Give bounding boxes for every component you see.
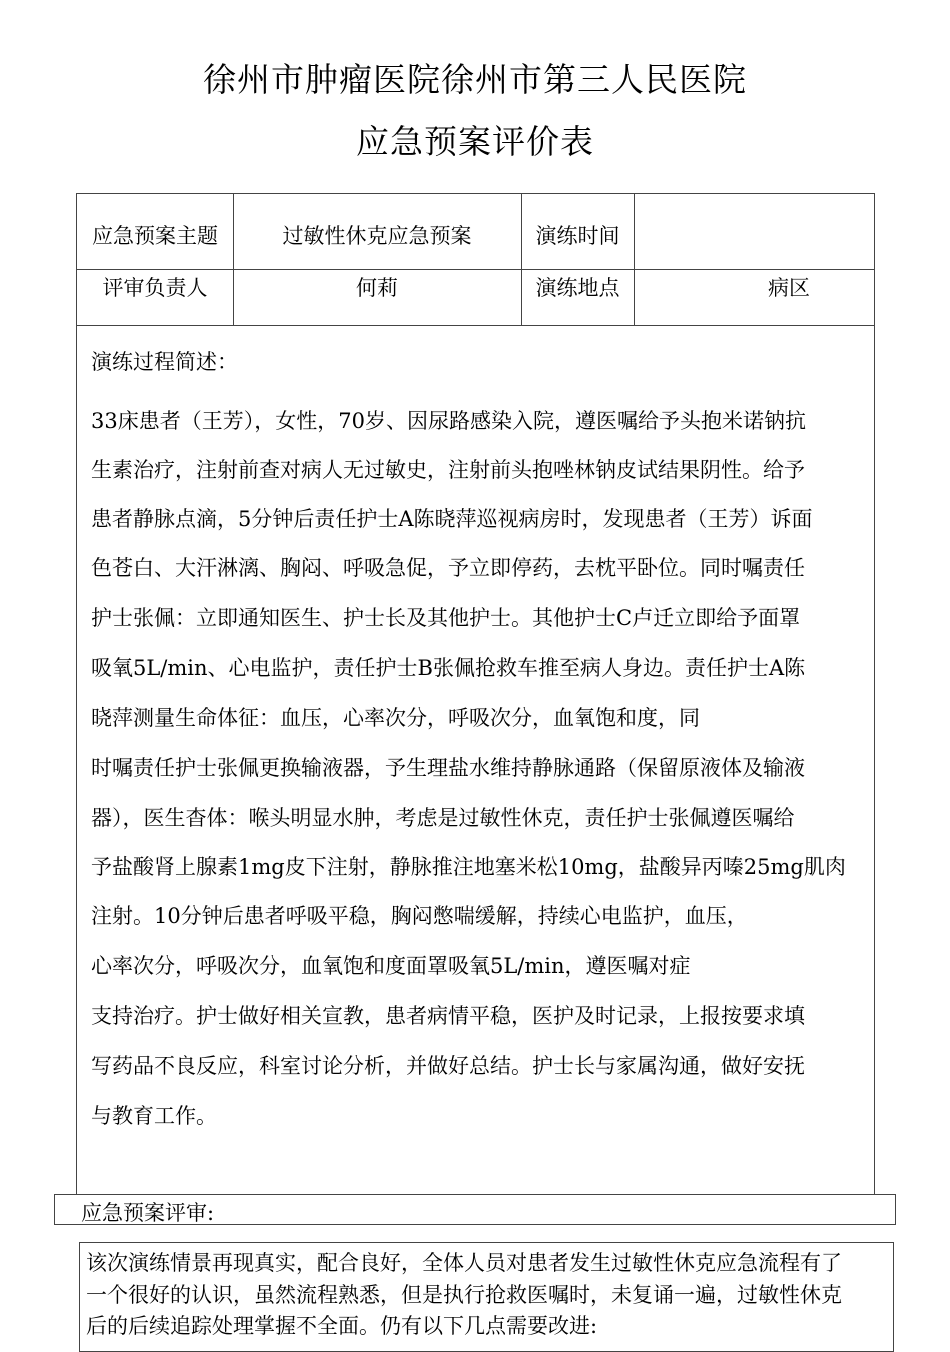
plan-topic-label: 应急预案主题 <box>92 224 218 248</box>
process-line: 色苍白、大汗淋漓、胸闷、呼吸急促，予立即停药，去枕平卧位。同时嘱责任 <box>91 556 805 580</box>
process-line: 生素治疗，注射前查对病人无过敏史，注射前头抱唑林钠皮试结果阴性。给予 <box>91 458 805 482</box>
process-line: 予盐酸肾上腺素1mg皮下注射，静脉推注地塞米松10mg，盐酸异丙嗪25mg肌肉 <box>91 855 846 879</box>
process-line: 护士张佩：立即通知医生、护士长及其他护士。其他护士C卢迁立即给予面罩 <box>91 606 801 630</box>
process-line: 与教育工作。 <box>91 1104 217 1128</box>
process-line: 晓萍测量生命体征：血压，心率次分，呼吸次分，血氧饱和度，同 <box>91 706 700 730</box>
plan-topic-value: 过敏性休克应急预案 <box>282 224 472 248</box>
process-line: 注射。10分钟后患者呼吸平稳，胸闷憋喘缓解，持续心电监护，血压， <box>91 904 748 928</box>
review-line: 后的后续追踪处理掌握不全面。仍有以下几点需要改进: <box>86 1314 598 1338</box>
review-line: 一个很好的认识，虽然流程熟悉，但是执行抢救医嘱时，未复诵一遍，过敏性休克 <box>86 1283 842 1307</box>
review-content <box>79 1242 894 1352</box>
process-line: 33床患者（王芳），女性，70岁、因尿路感染入院，遵医嘱给予头抱米诺钠抗 <box>91 409 806 433</box>
hospital-name: 徐州市肿瘤医院徐州市第三人民医院 <box>203 60 747 99</box>
process-line: 患者静脉点滴，5分钟后责任护士A陈晓萍巡视病房时，发现患者（王芳）诉面 <box>91 507 813 531</box>
process-label: 演练过程简述： <box>91 350 238 374</box>
process-line: 写药品不良反应，科室讨论分析，并做好总结。护士长与家属沟通，做好安抚 <box>91 1054 805 1078</box>
review-line: 该次演练情景再现真实，配合良好，全体人员对患者发生过敏性休克应急流程有了 <box>86 1251 842 1275</box>
process-line: 吸氧5L/min、心电监护，责任护士B张佩抢救车推至病人身边。责任护士A陈 <box>91 656 806 680</box>
review-header <box>54 1194 896 1225</box>
drill-location-label: 演练地点 <box>535 276 620 300</box>
info-table <box>76 193 875 326</box>
reviewer-label: 评审负责人 <box>102 276 208 300</box>
process-line: 支持治疗。护士做好相关宣教，患者病情平稳，医护及时记录，上报按要求填 <box>91 1004 805 1028</box>
process-section <box>76 326 875 1194</box>
drill-time-label: 演练时间 <box>535 224 620 248</box>
reviewer-value: 何莉 <box>356 276 398 300</box>
form-title: 应急预案评价表 <box>356 122 594 161</box>
drill-location-value: 病区 <box>768 276 810 300</box>
review-label: 应急预案评审: <box>81 1201 215 1225</box>
process-line: 时嘱责任护士张佩更换输液器，予生理盐水维持静脉通路（保留原液体及输液 <box>91 756 805 780</box>
process-line: 器），医生杳体：喉头明显水肿，考虑是过敏性休克，责任护士张佩遵医嘱给 <box>91 806 795 830</box>
process-line: 心率次分，呼吸次分，血氧饱和度面罩吸氧5L/min，遵医嘱对症 <box>91 954 691 978</box>
